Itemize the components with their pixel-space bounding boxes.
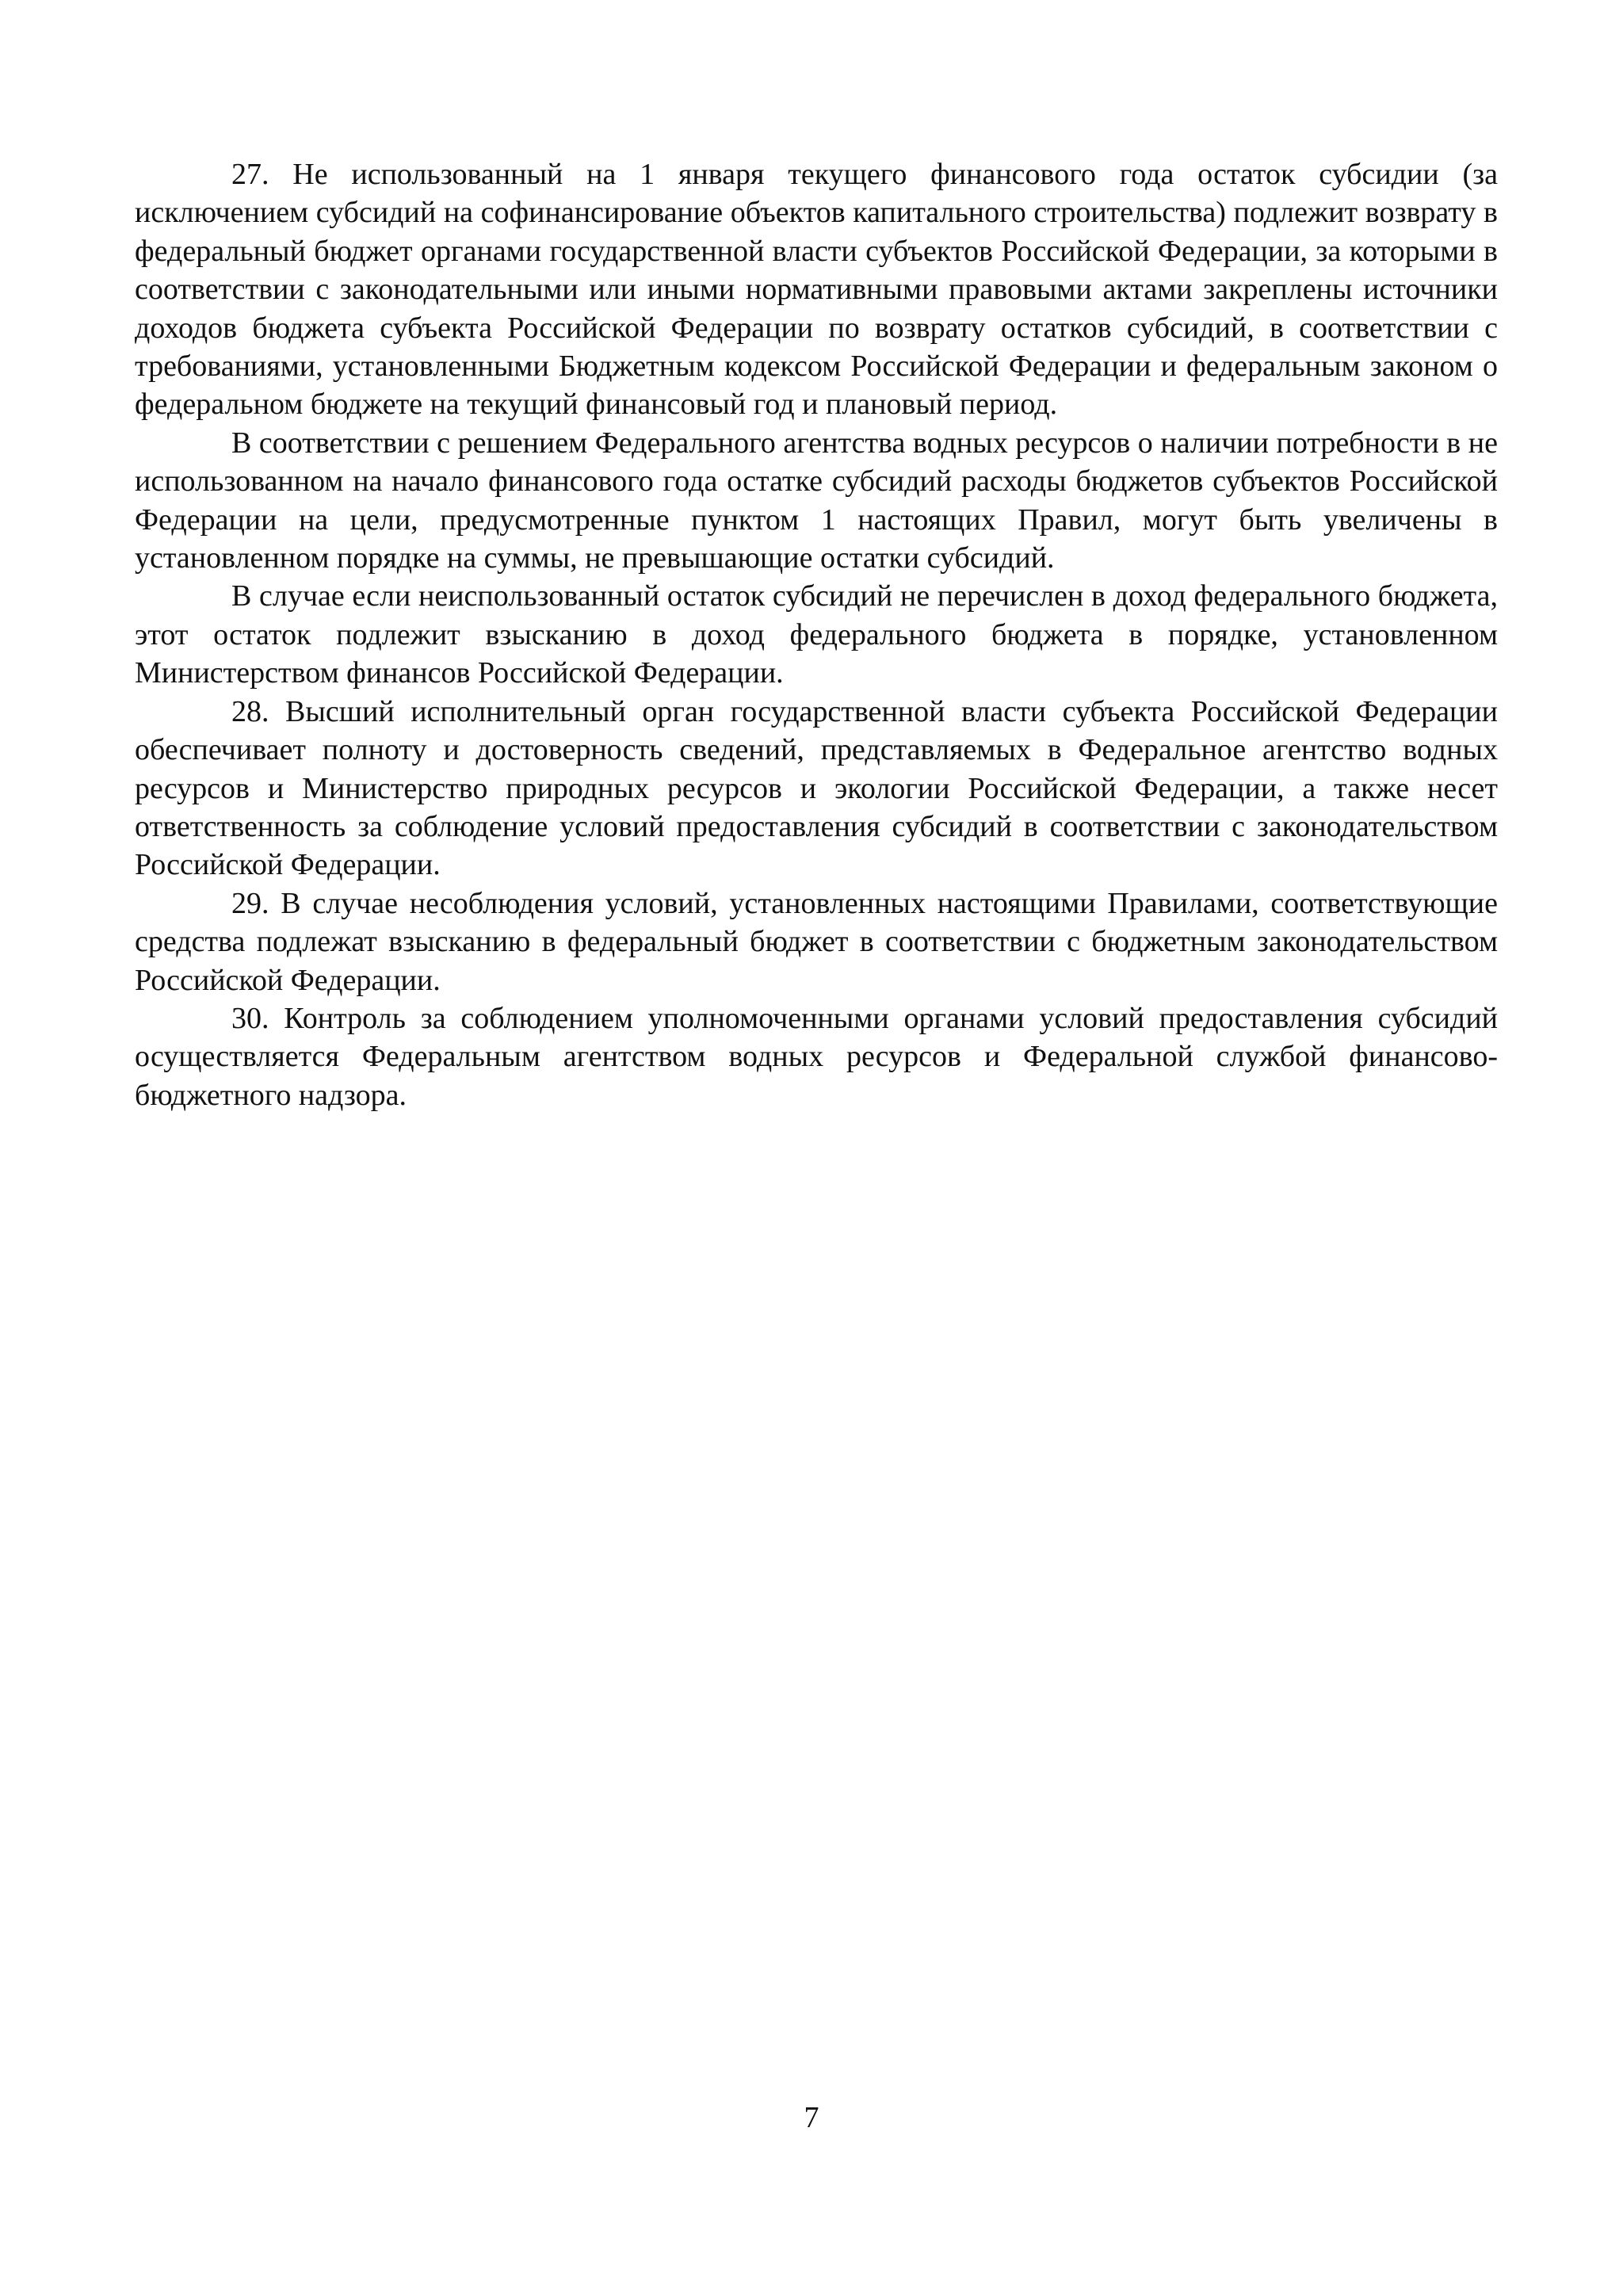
paragraph-27-recovery: В случае если неиспользованный остаток субсидий не перечислен в доход федерального бюджета, этот остаток подлежит взысканию в доход федерального бюджета в порядке, установленном Министерством финансов Российской Федерации. <box>135 579 1498 690</box>
paragraph-27: 27. Не использованный на 1 января текущего финансового года остаток субсидии (за исключением субсидий на софинансирование объектов капитального строительства) подлежит возврату в федеральный бюджет органами государственной власти субъектов Российской Федерации, за которыми в соответствии с законодательными или иными нормативными правовыми актами закреплены источники доходов бюджета субъекта Российской Федерации по возврату остатков субсидий, в соответствии с требованиями, установленными Бюджетным кодексом Российской Федерации и федеральным законом о федеральном бюджете на текущий финансовый год и плановый период. <box>135 158 1498 422</box>
paragraph-27-remaining-balance: В соответствии с решением Федерального агентства водных ресурсов о наличии потребности в не использованном на начало финансового года остатке субсидий расходы бюджетов субъектов Российской Федерации на цели, предусмотренные пунктом 1 настоящих Правил, могут быть увеличены в установленном порядке на суммы, не превышающие остатки субсидий. <box>135 426 1498 575</box>
paragraph-30: 30. Контроль за соблюдением уполномоченными органами условий предоставления субсидий осуществляется Федеральным агентством водных ресурсов и Федеральной службой финансово-бюджетного надзора. <box>135 1001 1498 1112</box>
page-number: 7 <box>804 2101 819 2134</box>
paragraph-29: 29. В случае несоблюдения условий, установленных настоящими Правилами, соответствующие средства подлежат взысканию в федеральный бюджет в соответствии с бюджетным законодательством Российской Федерации. <box>135 886 1498 997</box>
document-body <box>135 155 1498 1114</box>
paragraph-28: 28. Высший исполнительный орган государственной власти субъекта Российской Федерации обеспечивает полноту и достоверность сведений, представляемых в Федеральное агентство водных ресурсов и Министерство природных ресурсов и экологии Российской Федерации, а также несет ответственность за соблюдение условий предоставления субсидий в соответствии с законодательством Российской Федерации. <box>135 694 1498 882</box>
